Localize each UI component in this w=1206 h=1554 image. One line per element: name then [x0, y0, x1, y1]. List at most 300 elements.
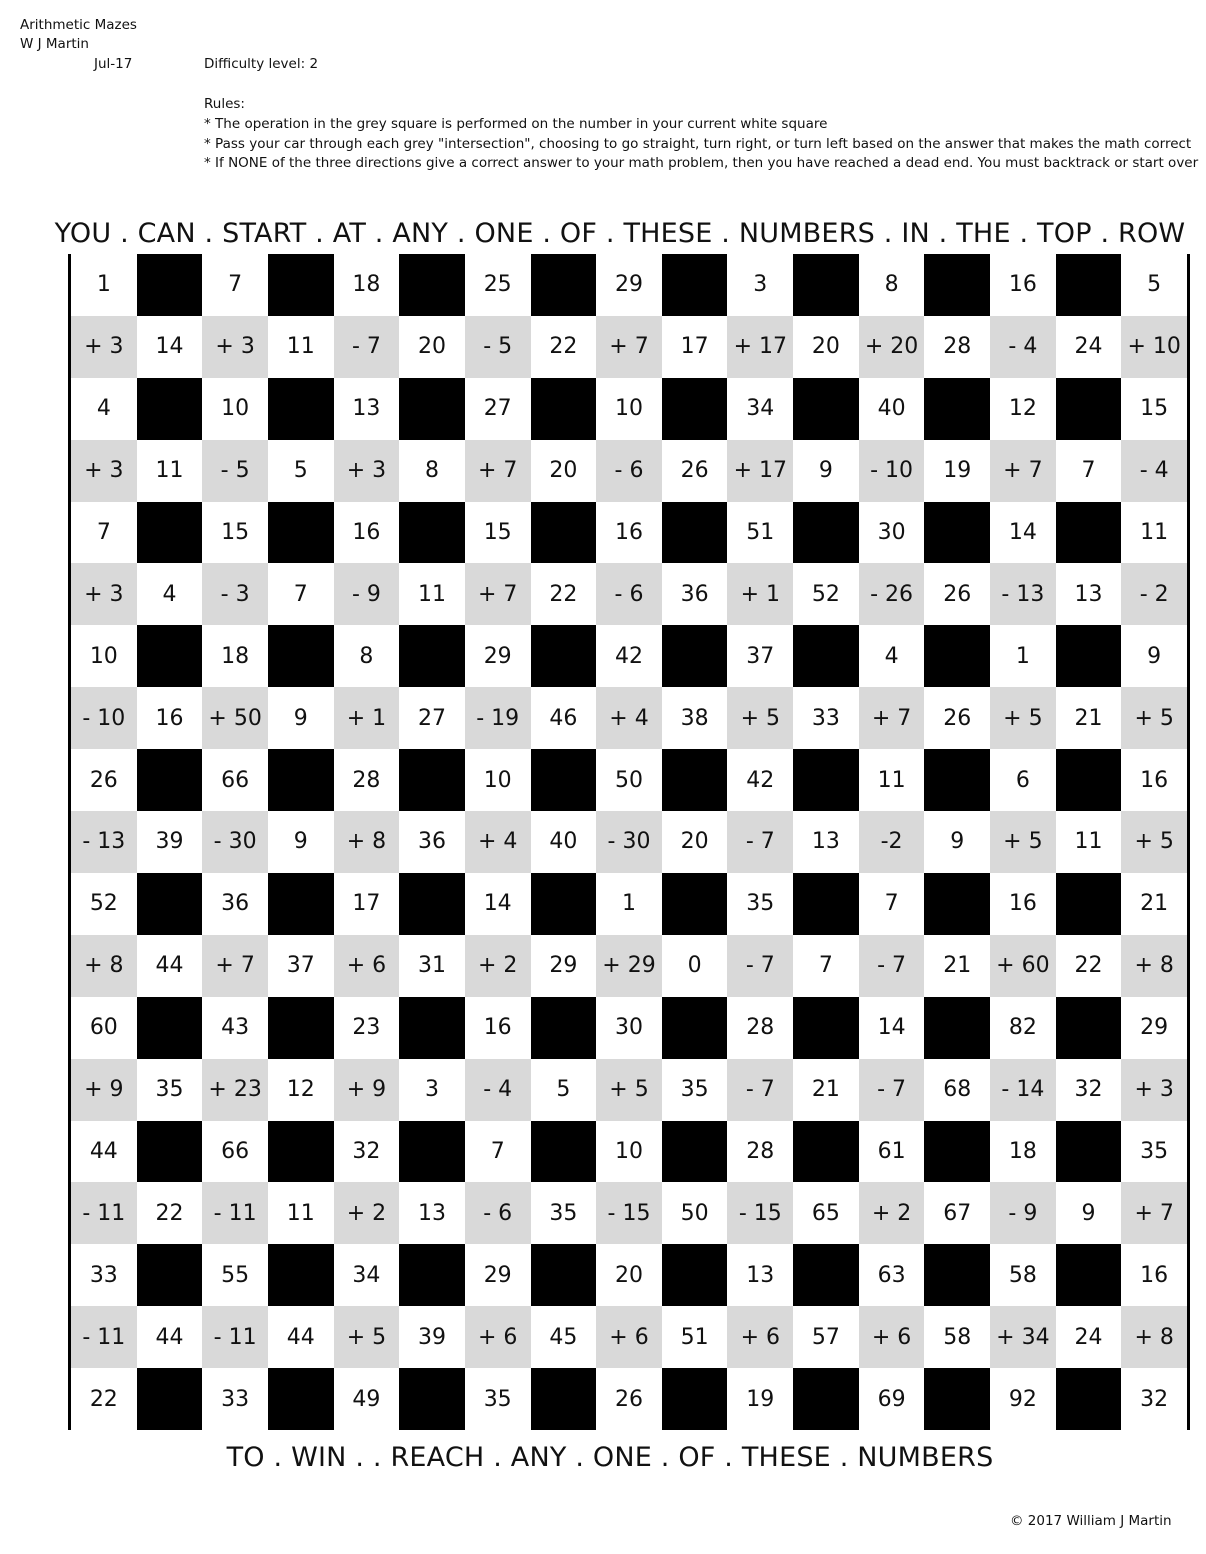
number-square[interactable]: 25: [465, 254, 531, 316]
blocked-square: [399, 873, 465, 935]
number-square[interactable]: 66: [202, 749, 268, 811]
number-square[interactable]: 44: [268, 1306, 334, 1368]
blocked-square: [531, 749, 597, 811]
operation-square[interactable]: + 34: [990, 1306, 1056, 1368]
number-square[interactable]: 51: [662, 1306, 728, 1368]
blocked-square: [268, 1368, 334, 1430]
operation-square[interactable]: - 6: [596, 563, 662, 625]
number-square[interactable]: 1: [71, 254, 137, 316]
number-square[interactable]: 7: [465, 1121, 531, 1183]
blocked-square: [268, 625, 334, 687]
operation-square[interactable]: - 13: [990, 563, 1056, 625]
number-square[interactable]: 12: [990, 378, 1056, 440]
number-square[interactable]: 46: [531, 687, 597, 749]
blocked-square: [1056, 625, 1122, 687]
number-square[interactable]: 13: [727, 1244, 793, 1306]
number-square[interactable]: 35: [727, 873, 793, 935]
blocked-square: [924, 625, 990, 687]
number-square[interactable]: 26: [924, 563, 990, 625]
blocked-square: [531, 502, 597, 564]
number-square[interactable]: 16: [137, 687, 203, 749]
number-square[interactable]: 20: [793, 316, 859, 378]
number-square[interactable]: 28: [924, 316, 990, 378]
blocked-square: [531, 1121, 597, 1183]
operation-square[interactable]: - 30: [596, 811, 662, 873]
number-square[interactable]: 4: [859, 625, 925, 687]
number-square[interactable]: 0: [662, 935, 728, 997]
operation-square[interactable]: - 5: [465, 316, 531, 378]
number-square[interactable]: 52: [71, 873, 137, 935]
number-square[interactable]: 65: [793, 1182, 859, 1244]
number-square[interactable]: 67: [924, 1182, 990, 1244]
operation-square[interactable]: + 3: [71, 316, 137, 378]
number-square[interactable]: 9: [924, 811, 990, 873]
number-square[interactable]: 44: [71, 1121, 137, 1183]
blocked-square: [268, 749, 334, 811]
operation-square[interactable]: - 10: [71, 687, 137, 749]
blocked-square: [793, 997, 859, 1059]
operation-square[interactable]: - 30: [202, 811, 268, 873]
blocked-square: [924, 1244, 990, 1306]
number-square[interactable]: 18: [990, 1121, 1056, 1183]
number-square[interactable]: 29: [465, 1244, 531, 1306]
number-square[interactable]: 20: [662, 811, 728, 873]
number-square[interactable]: 42: [727, 749, 793, 811]
number-square[interactable]: 22: [531, 563, 597, 625]
number-square[interactable]: 21: [1056, 687, 1122, 749]
number-square[interactable]: 7: [268, 563, 334, 625]
operation-square[interactable]: + 2: [334, 1182, 400, 1244]
operation-square[interactable]: + 6: [596, 1306, 662, 1368]
operation-square[interactable]: - 7: [727, 811, 793, 873]
number-square[interactable]: 11: [1121, 502, 1187, 564]
number-square[interactable]: 43: [202, 997, 268, 1059]
blocked-square: [924, 1121, 990, 1183]
number-square[interactable]: 20: [596, 1244, 662, 1306]
blocked-square: [793, 873, 859, 935]
number-square[interactable]: 36: [202, 873, 268, 935]
operation-square[interactable]: + 9: [334, 1059, 400, 1121]
number-square[interactable]: 14: [990, 502, 1056, 564]
number-square[interactable]: 26: [71, 749, 137, 811]
operation-square[interactable]: - 4: [990, 316, 1056, 378]
number-square[interactable]: 1: [596, 873, 662, 935]
blocked-square: [793, 1368, 859, 1430]
number-square[interactable]: 13: [399, 1182, 465, 1244]
operation-square[interactable]: - 5: [202, 440, 268, 502]
operation-square[interactable]: + 23: [202, 1059, 268, 1121]
blocked-square: [924, 749, 990, 811]
operation-square[interactable]: - 7: [727, 1059, 793, 1121]
number-square[interactable]: 29: [465, 625, 531, 687]
number-square[interactable]: 10: [596, 1121, 662, 1183]
operation-square[interactable]: + 6: [859, 1306, 925, 1368]
blocked-square: [662, 502, 728, 564]
number-square[interactable]: 32: [334, 1121, 400, 1183]
operation-square[interactable]: - 11: [71, 1306, 137, 1368]
number-square[interactable]: 37: [727, 625, 793, 687]
blocked-square: [662, 625, 728, 687]
number-square[interactable]: 22: [1056, 935, 1122, 997]
blocked-square: [793, 502, 859, 564]
number-square[interactable]: 60: [71, 997, 137, 1059]
number-square[interactable]: 82: [990, 997, 1056, 1059]
blocked-square: [1056, 378, 1122, 440]
blocked-square: [662, 749, 728, 811]
number-square[interactable]: 16: [1121, 1244, 1187, 1306]
number-square[interactable]: 15: [202, 502, 268, 564]
number-square[interactable]: 32: [1056, 1059, 1122, 1121]
number-square[interactable]: 69: [859, 1368, 925, 1430]
number-square[interactable]: 15: [465, 502, 531, 564]
operation-square[interactable]: - 6: [596, 440, 662, 502]
number-square[interactable]: 10: [465, 749, 531, 811]
number-square[interactable]: 11: [268, 316, 334, 378]
operation-square[interactable]: + 8: [1121, 1306, 1187, 1368]
number-square[interactable]: 55: [202, 1244, 268, 1306]
blocked-square: [399, 502, 465, 564]
number-square[interactable]: 34: [727, 378, 793, 440]
blocked-square: [268, 502, 334, 564]
number-square[interactable]: 33: [793, 687, 859, 749]
number-square[interactable]: 13: [1056, 563, 1122, 625]
blocked-square: [662, 254, 728, 316]
operation-square[interactable]: - 15: [727, 1182, 793, 1244]
number-square[interactable]: 21: [793, 1059, 859, 1121]
number-square[interactable]: 63: [859, 1244, 925, 1306]
blocked-square: [793, 749, 859, 811]
operation-square[interactable]: + 7: [859, 687, 925, 749]
number-square[interactable]: 11: [399, 563, 465, 625]
number-square[interactable]: 57: [793, 1306, 859, 1368]
operation-square[interactable]: + 5: [990, 811, 1056, 873]
operation-square[interactable]: - 4: [465, 1059, 531, 1121]
blocked-square: [399, 749, 465, 811]
operation-square[interactable]: + 3: [71, 563, 137, 625]
operation-square[interactable]: + 5: [727, 687, 793, 749]
number-square[interactable]: 51: [727, 502, 793, 564]
operation-square[interactable]: - 9: [334, 563, 400, 625]
operation-square[interactable]: - 14: [990, 1059, 1056, 1121]
number-square[interactable]: 35: [465, 1368, 531, 1430]
operation-square[interactable]: + 6: [465, 1306, 531, 1368]
number-square[interactable]: 13: [334, 378, 400, 440]
author-name: W J Martin: [20, 36, 89, 52]
number-square[interactable]: 38: [662, 687, 728, 749]
number-square[interactable]: 24: [1056, 316, 1122, 378]
number-square[interactable]: 7: [859, 873, 925, 935]
number-square[interactable]: 22: [71, 1368, 137, 1430]
number-square[interactable]: 92: [990, 1368, 1056, 1430]
operation-square[interactable]: + 60: [990, 935, 1056, 997]
number-square[interactable]: 40: [859, 378, 925, 440]
number-square[interactable]: 21: [924, 935, 990, 997]
operation-square[interactable]: + 5: [1121, 811, 1187, 873]
operation-square[interactable]: + 7: [465, 440, 531, 502]
operation-square[interactable]: + 4: [596, 687, 662, 749]
operation-square[interactable]: + 5: [990, 687, 1056, 749]
number-square[interactable]: 20: [399, 316, 465, 378]
blocked-square: [531, 254, 597, 316]
number-square[interactable]: 16: [990, 254, 1056, 316]
blocked-square: [662, 997, 728, 1059]
number-square[interactable]: 18: [334, 254, 400, 316]
number-square[interactable]: 44: [137, 1306, 203, 1368]
number-square[interactable]: 28: [334, 749, 400, 811]
number-square[interactable]: 18: [202, 625, 268, 687]
number-square[interactable]: 44: [137, 935, 203, 997]
number-square[interactable]: 16: [334, 502, 400, 564]
blocked-square: [137, 1244, 203, 1306]
operation-square[interactable]: - 6: [465, 1182, 531, 1244]
number-square[interactable]: 36: [662, 563, 728, 625]
number-square[interactable]: 10: [596, 378, 662, 440]
number-square[interactable]: 8: [399, 440, 465, 502]
number-square[interactable]: 58: [990, 1244, 1056, 1306]
operation-square[interactable]: + 5: [334, 1306, 400, 1368]
number-square[interactable]: 20: [531, 440, 597, 502]
number-square[interactable]: 7: [71, 502, 137, 564]
operation-square[interactable]: - 2: [1121, 563, 1187, 625]
number-square[interactable]: 29: [596, 254, 662, 316]
blocked-square: [793, 254, 859, 316]
blocked-square: [399, 997, 465, 1059]
operation-square[interactable]: + 17: [727, 440, 793, 502]
operation-square[interactable]: + 7: [465, 563, 531, 625]
operation-square[interactable]: + 50: [202, 687, 268, 749]
number-square[interactable]: 27: [399, 687, 465, 749]
number-square[interactable]: 9: [793, 440, 859, 502]
start-instruction-banner: YOU . CAN . START . AT . ANY . ONE . OF . THESE . NUMBERS . IN . THE . TOP . ROW: [54, 218, 1186, 249]
number-square[interactable]: 34: [334, 1244, 400, 1306]
number-square[interactable]: 61: [859, 1121, 925, 1183]
operation-square[interactable]: - 7: [727, 935, 793, 997]
blocked-square: [531, 1368, 597, 1430]
number-square[interactable]: 68: [924, 1059, 990, 1121]
blocked-square: [268, 254, 334, 316]
number-square[interactable]: 14: [465, 873, 531, 935]
number-square[interactable]: 35: [531, 1182, 597, 1244]
operation-square[interactable]: + 3: [1121, 1059, 1187, 1121]
blocked-square: [137, 749, 203, 811]
operation-square[interactable]: - 7: [859, 1059, 925, 1121]
number-square[interactable]: 17: [662, 316, 728, 378]
operation-square[interactable]: + 6: [727, 1306, 793, 1368]
operation-square[interactable]: -2: [859, 811, 925, 873]
number-square[interactable]: 11: [268, 1182, 334, 1244]
number-square[interactable]: 8: [859, 254, 925, 316]
number-square[interactable]: 36: [399, 811, 465, 873]
number-square[interactable]: 35: [137, 1059, 203, 1121]
number-square[interactable]: 23: [334, 997, 400, 1059]
number-square[interactable]: 7: [793, 935, 859, 997]
number-square[interactable]: 3: [399, 1059, 465, 1121]
operation-square[interactable]: + 2: [465, 935, 531, 997]
number-square[interactable]: 5: [531, 1059, 597, 1121]
number-square[interactable]: 26: [662, 440, 728, 502]
number-square[interactable]: 11: [137, 440, 203, 502]
number-square[interactable]: 14: [859, 997, 925, 1059]
number-square[interactable]: 13: [793, 811, 859, 873]
number-square[interactable]: 16: [596, 502, 662, 564]
number-square[interactable]: 29: [531, 935, 597, 997]
blocked-square: [793, 1244, 859, 1306]
number-square[interactable]: 31: [399, 935, 465, 997]
number-square[interactable]: 52: [793, 563, 859, 625]
operation-square[interactable]: + 10: [1121, 316, 1187, 378]
number-square[interactable]: 50: [662, 1182, 728, 1244]
operation-square[interactable]: + 3: [334, 440, 400, 502]
number-square[interactable]: 14: [137, 316, 203, 378]
operation-square[interactable]: + 7: [1121, 1182, 1187, 1244]
number-square[interactable]: 17: [334, 873, 400, 935]
blocked-square: [531, 378, 597, 440]
operation-square[interactable]: + 5: [1121, 687, 1187, 749]
number-square[interactable]: 8: [334, 625, 400, 687]
operation-square[interactable]: - 3: [202, 563, 268, 625]
number-square[interactable]: 50: [596, 749, 662, 811]
number-square[interactable]: 22: [531, 316, 597, 378]
number-square[interactable]: 15: [1121, 378, 1187, 440]
blocked-square: [268, 1121, 334, 1183]
number-square[interactable]: 29: [1121, 997, 1187, 1059]
blocked-square: [1056, 1244, 1122, 1306]
number-square[interactable]: 45: [531, 1306, 597, 1368]
number-square[interactable]: 22: [137, 1182, 203, 1244]
blocked-square: [399, 254, 465, 316]
blocked-square: [1056, 873, 1122, 935]
blocked-square: [924, 1368, 990, 1430]
operation-square[interactable]: - 7: [334, 316, 400, 378]
blocked-square: [793, 625, 859, 687]
number-square[interactable]: 5: [268, 440, 334, 502]
number-square[interactable]: 4: [71, 378, 137, 440]
number-square[interactable]: 33: [71, 1244, 137, 1306]
operation-square[interactable]: + 8: [334, 811, 400, 873]
number-square[interactable]: 26: [924, 687, 990, 749]
operation-square[interactable]: + 9: [71, 1059, 137, 1121]
operation-square[interactable]: + 2: [859, 1182, 925, 1244]
operation-square[interactable]: + 20: [859, 316, 925, 378]
operation-square[interactable]: + 7: [596, 316, 662, 378]
operation-square[interactable]: - 4: [1121, 440, 1187, 502]
operation-square[interactable]: - 13: [71, 811, 137, 873]
number-square[interactable]: 16: [465, 997, 531, 1059]
number-square[interactable]: 16: [1121, 749, 1187, 811]
blocked-square: [662, 1244, 728, 1306]
blocked-square: [137, 625, 203, 687]
number-square[interactable]: 33: [202, 1368, 268, 1430]
operation-square[interactable]: - 11: [71, 1182, 137, 1244]
number-square[interactable]: 9: [1056, 1182, 1122, 1244]
blocked-square: [531, 873, 597, 935]
number-square[interactable]: 21: [1121, 873, 1187, 935]
operation-square[interactable]: + 4: [465, 811, 531, 873]
number-square[interactable]: 10: [71, 625, 137, 687]
number-square[interactable]: 39: [399, 1306, 465, 1368]
operation-square[interactable]: - 10: [859, 440, 925, 502]
difficulty-label: Difficulty level: 2: [204, 56, 319, 72]
number-square[interactable]: 24: [1056, 1306, 1122, 1368]
blocked-square: [793, 1121, 859, 1183]
number-square[interactable]: 6: [990, 749, 1056, 811]
number-square[interactable]: 40: [531, 811, 597, 873]
number-square[interactable]: 19: [924, 440, 990, 502]
operation-square[interactable]: - 15: [596, 1182, 662, 1244]
number-square[interactable]: 35: [1121, 1121, 1187, 1183]
number-square[interactable]: 39: [137, 811, 203, 873]
number-square[interactable]: 49: [334, 1368, 400, 1430]
number-square[interactable]: 7: [1056, 440, 1122, 502]
operation-square[interactable]: + 5: [596, 1059, 662, 1121]
number-square[interactable]: 30: [859, 502, 925, 564]
operation-square[interactable]: - 19: [465, 687, 531, 749]
operation-square[interactable]: + 1: [727, 563, 793, 625]
operation-square[interactable]: + 17: [727, 316, 793, 378]
number-square[interactable]: 30: [596, 997, 662, 1059]
operation-square[interactable]: + 3: [71, 440, 137, 502]
number-square[interactable]: 3: [727, 254, 793, 316]
operation-square[interactable]: - 9: [990, 1182, 1056, 1244]
number-square[interactable]: 27: [465, 378, 531, 440]
blocked-square: [924, 254, 990, 316]
number-square[interactable]: 37: [268, 935, 334, 997]
operation-square[interactable]: + 1: [334, 687, 400, 749]
operation-square[interactable]: - 11: [202, 1182, 268, 1244]
number-square[interactable]: 9: [1121, 625, 1187, 687]
number-square[interactable]: 66: [202, 1121, 268, 1183]
operation-square[interactable]: + 29: [596, 935, 662, 997]
number-square[interactable]: 5: [1121, 254, 1187, 316]
number-square[interactable]: 12: [268, 1059, 334, 1121]
number-square[interactable]: 10: [202, 378, 268, 440]
number-square[interactable]: 1: [990, 625, 1056, 687]
number-square[interactable]: 28: [727, 1121, 793, 1183]
number-square[interactable]: 9: [268, 811, 334, 873]
number-square[interactable]: 28: [727, 997, 793, 1059]
number-square[interactable]: 35: [662, 1059, 728, 1121]
operation-square[interactable]: + 7: [990, 440, 1056, 502]
blocked-square: [924, 378, 990, 440]
operation-square[interactable]: + 8: [71, 935, 137, 997]
number-square[interactable]: 9: [268, 687, 334, 749]
number-square[interactable]: 7: [202, 254, 268, 316]
operation-square[interactable]: - 7: [859, 935, 925, 997]
number-square[interactable]: 26: [596, 1368, 662, 1430]
number-square[interactable]: 11: [859, 749, 925, 811]
operation-square[interactable]: - 11: [202, 1306, 268, 1368]
date-label: Jul-17: [94, 56, 133, 72]
operation-square[interactable]: + 3: [202, 316, 268, 378]
blocked-square: [268, 378, 334, 440]
blocked-square: [399, 378, 465, 440]
operation-square[interactable]: + 6: [334, 935, 400, 997]
number-square[interactable]: 19: [727, 1368, 793, 1430]
number-square[interactable]: 4: [137, 563, 203, 625]
number-square[interactable]: 58: [924, 1306, 990, 1368]
number-square[interactable]: 32: [1121, 1368, 1187, 1430]
blocked-square: [399, 625, 465, 687]
blocked-square: [1056, 1121, 1122, 1183]
number-square[interactable]: 16: [990, 873, 1056, 935]
operation-square[interactable]: + 7: [202, 935, 268, 997]
number-square[interactable]: 42: [596, 625, 662, 687]
blocked-square: [662, 873, 728, 935]
number-square[interactable]: 11: [1056, 811, 1122, 873]
operation-square[interactable]: - 26: [859, 563, 925, 625]
blocked-square: [137, 1121, 203, 1183]
operation-square[interactable]: + 8: [1121, 935, 1187, 997]
